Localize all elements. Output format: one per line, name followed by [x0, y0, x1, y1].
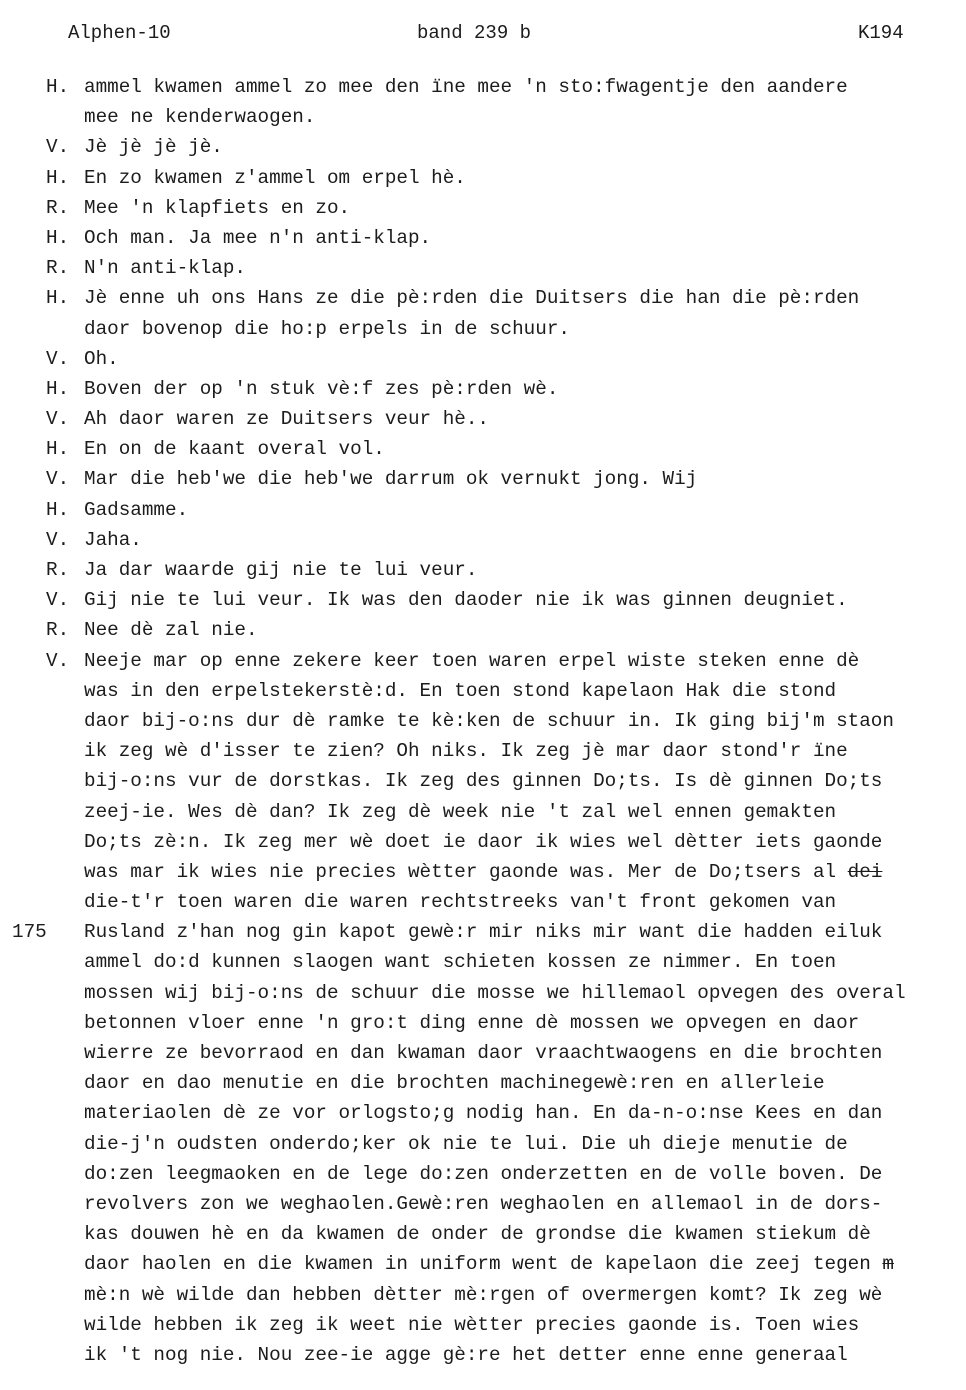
- utterance-content: betonnen vloer enne 'n gro:t ding enne dè mossen we opvegen en daor: [84, 1011, 860, 1034]
- transcript-line: [0, 827, 966, 857]
- utterance-text: [84, 676, 836, 706]
- utterance-content: Jè enne uh ons Hans ze die pè:rden die Duitsers die han die pè:rden: [84, 287, 860, 310]
- transcript-line: [0, 978, 966, 1008]
- utterance-content: Ja dar waarde gij nie te lui veur.: [84, 559, 478, 581]
- utterance-content: Boven der op 'n stuk vè:f zes pè:rden wè.: [84, 377, 559, 400]
- speaker-label: H.: [46, 76, 70, 98]
- utterance-text: [84, 1098, 882, 1128]
- transcript-line: [0, 464, 966, 494]
- utterance-text: [84, 1189, 882, 1219]
- page-header: [0, 18, 966, 48]
- transcript-line: [0, 525, 966, 555]
- utterance-text: [84, 344, 119, 374]
- margin-line-number: 175: [12, 921, 47, 944]
- transcript-line: [0, 706, 966, 736]
- utterance-content: mè:n wè wilde dan hebben dètter mè:rgen of overmergen komt? Ik zeg wè: [84, 1283, 883, 1306]
- transcript-line: [0, 1249, 966, 1279]
- utterance-text: [84, 72, 848, 102]
- utterance-text: [84, 374, 558, 404]
- transcript-line: [0, 344, 966, 374]
- utterance-text: [84, 525, 142, 555]
- utterance-text: [84, 947, 836, 977]
- utterance-content: do:zen leegmaoken en de lege do:zen onderzetten en de volle boven. De: [84, 1162, 883, 1185]
- speaker-label: H.: [46, 166, 70, 189]
- transcript-line: [0, 495, 966, 525]
- speaker-label: R.: [46, 196, 70, 219]
- utterance-content: ik 't nog nie. Nou zee-ie agge gè:re het detter enne enne generaal: [84, 1343, 848, 1366]
- utterance-text: [84, 1008, 859, 1038]
- utterance-text: [84, 978, 906, 1008]
- utterance-text: [84, 223, 431, 253]
- utterance-text: [84, 887, 836, 917]
- transcript-line: [0, 947, 966, 977]
- speaker-label: V.: [46, 589, 70, 612]
- transcript-line: [0, 1219, 966, 1249]
- utterance-text: [84, 1310, 859, 1340]
- utterance-text: [84, 193, 350, 223]
- transcript-line: [0, 1189, 966, 1219]
- transcript-line: [0, 646, 966, 676]
- speaker-label: H.: [46, 438, 70, 461]
- utterance-text: [84, 102, 315, 132]
- utterance-content: ammel do:d kunnen slaogen want schieten kossen ze nimmer. En toen: [84, 951, 837, 974]
- utterance-content: En zo kwamen z'ammel om erpel hè.: [84, 166, 466, 189]
- transcript-line: [0, 797, 966, 827]
- utterance-content: Ah daor waren ze Duitsers veur hè..: [84, 408, 489, 431]
- transcript-line: [0, 193, 966, 223]
- utterance-content: materiaolen dè ze vor orlogsto;g nodig han. En da-n-o:nse Kees en dan: [84, 1102, 883, 1125]
- transcript-line: [0, 314, 966, 344]
- utterance-text: [84, 797, 836, 827]
- utterance-content: En on de kaant overal vol.: [84, 438, 385, 461]
- utterance-text: [84, 1159, 882, 1189]
- utterance-content: wierre ze bevorraod en dan kwaman daor vraachtwaogens en die brochten: [84, 1042, 883, 1064]
- utterance-text: [84, 464, 697, 494]
- utterance-text: [84, 555, 477, 585]
- transcript-line: [0, 1068, 966, 1098]
- speaker-label: V.: [46, 136, 70, 159]
- utterance-content: N'n anti-klap.: [84, 257, 246, 280]
- utterance-content: daor bovenop die ho:p erpels in de schuur.: [84, 317, 570, 340]
- utterance-text: [84, 434, 385, 464]
- utterance-text: [84, 1249, 894, 1279]
- utterance-text: [84, 253, 246, 283]
- speaker-label: V.: [46, 408, 70, 431]
- utterance-content: Och man. Ja mee n'n anti-klap.: [84, 226, 432, 249]
- transcript-line: [0, 72, 966, 102]
- utterance-text: [84, 1068, 825, 1098]
- transcript-line: [0, 736, 966, 766]
- utterance-content: ik zeg wè d'isser te zien? Oh niks. Ik zeg jè mar daor stond'r ïne: [84, 740, 848, 763]
- utterance-text: [84, 163, 466, 193]
- tape-label: band 239 b: [417, 22, 532, 44]
- speaker-label: V.: [46, 649, 70, 672]
- document-id: Alphen-10: [68, 22, 171, 44]
- transcript-line: [0, 404, 966, 434]
- utterance-text: [84, 615, 258, 645]
- speaker-label: R.: [46, 257, 70, 280]
- utterance-text: [84, 1038, 882, 1068]
- transcript-line: [0, 917, 966, 947]
- utterance-text: [84, 1219, 871, 1249]
- transcript-line: [0, 163, 966, 193]
- transcript-line: [0, 102, 966, 132]
- speaker-label: H.: [46, 498, 70, 521]
- utterance-text: [84, 585, 848, 615]
- utterance-content: Mee 'n klapfiets en zo.: [84, 196, 351, 219]
- transcript-line: [0, 1280, 966, 1310]
- utterance-content: Jaha.: [84, 528, 142, 551]
- utterance-content: was in den erpelstekerstè:d. En toen stond kapelaon Hak die stond: [84, 679, 837, 702]
- utterance-text: [84, 706, 894, 736]
- struck-out-text: dei: [847, 860, 883, 883]
- speaker-label: V.: [46, 347, 70, 370]
- transcript-line: [0, 1098, 966, 1128]
- transcript-line: [0, 887, 966, 917]
- utterance-text: [84, 132, 223, 162]
- utterance-content: Gij nie te lui veur. Ik was den daoder nie ik was ginnen deugniet.: [84, 589, 848, 612]
- utterance-content: mossen wij bij-o:ns de schuur die mosse we hillemaol opvegen des overal: [84, 981, 906, 1004]
- transcript-line: [0, 1310, 966, 1340]
- speaker-label: V.: [46, 468, 70, 491]
- utterance-content: ammel kwamen ammel zo mee den ïne mee 'n sto:fwagentje den aandere: [84, 76, 848, 98]
- utterance-content: mee ne kenderwaogen.: [84, 106, 316, 129]
- utterance-content: Mar die heb'we die heb'we darrum ok vernukt jong. Wij: [84, 468, 698, 491]
- utterance-text: [84, 646, 859, 676]
- utterance-content: revolvers zon we weghaolen.Gewè:ren weghaolen en allemaol in de dors-: [84, 1192, 883, 1215]
- transcript-line: [0, 1340, 966, 1370]
- transcript-line: [0, 374, 966, 404]
- struck-out-text: m: [882, 1253, 894, 1276]
- utterance-text: [84, 404, 489, 434]
- utterance-content: die-j'n oudsten onderdo;ker ok nie te lui. Die uh dieje menutie de: [84, 1132, 848, 1155]
- utterance-content: bij-o:ns vur de dorstkas. Ik zeg des ginnen Do;ts. Is dè ginnen Do;ts: [84, 770, 883, 793]
- utterance-text: [84, 1129, 848, 1159]
- transcript-line: [0, 283, 966, 313]
- utterance-content: daor en dao menutie en die brochten machinegewè:ren en allerleie: [84, 1072, 825, 1095]
- utterance-text: [84, 1340, 848, 1370]
- utterance-content: Neeje mar op enne zekere keer toen waren erpel wiste steken enne dè: [84, 649, 860, 672]
- utterance-content: Jè jè jè jè.: [84, 136, 223, 159]
- utterance-content: wilde hebben ik zeg ik weet nie wètter precies gaonde is. Toen wies: [84, 1313, 860, 1336]
- speaker-label: H.: [46, 287, 70, 310]
- utterance-text: [84, 495, 188, 525]
- transcript-line: [0, 676, 966, 706]
- transcript-line: [0, 1038, 966, 1068]
- utterance-content: daor bij-o:ns dur dè ramke te kè:ken de schuur in. Ik ging bij'm staon: [84, 709, 894, 732]
- transcript-line: [0, 434, 966, 464]
- transcript-line: [0, 615, 966, 645]
- utterance-content: Do;ts zè:n. Ik zeg mer wè doet ie daor ik wies wel dètter iets gaonde: [84, 830, 883, 853]
- utterance-content: Rusland z'han nog gin kapot gewè:r mir niks mir want die hadden eiluk: [84, 921, 883, 944]
- utterance-text: [84, 917, 882, 947]
- transcript-line: [0, 1129, 966, 1159]
- transcript-line: [0, 223, 966, 253]
- utterance-content: kas douwen hè en da kwamen de onder de grondse die kwamen stiekum dè: [84, 1223, 871, 1246]
- utterance-content: was mar ik wies nie precies wètter gaonde was. Mer de Do;tsers al: [84, 860, 848, 883]
- utterance-text: [84, 736, 848, 766]
- speaker-label: R.: [46, 619, 70, 642]
- utterance-content: zeej-ie. Wes dè dan? Ik zeg dè week nie 't zal wel ennen gemakten: [84, 800, 837, 823]
- transcript-line: [0, 585, 966, 615]
- utterance-text: [84, 314, 570, 344]
- utterance-text: [84, 1280, 882, 1310]
- transcript-line: [0, 555, 966, 585]
- utterance-text: [84, 827, 882, 857]
- transcript-line: [0, 766, 966, 796]
- transcript-line: [0, 132, 966, 162]
- speaker-label: H.: [46, 226, 70, 249]
- utterance-text: [84, 857, 882, 887]
- utterance-content: die-t'r toen waren die waren rechtstreeks van't front gekomen van: [84, 891, 837, 914]
- transcript-line: [0, 857, 966, 887]
- transcript-line: [0, 1008, 966, 1038]
- utterance-content: Oh.: [84, 347, 119, 370]
- transcript-body: [0, 72, 966, 1370]
- speaker-label: H.: [46, 377, 70, 400]
- utterance-content: daor haolen en die kwamen in uniform went de kapelaon die zeej tegen: [84, 1253, 883, 1276]
- utterance-text: [84, 766, 882, 796]
- transcript-line: [0, 253, 966, 283]
- utterance-content: Nee dè zal nie.: [84, 619, 258, 642]
- speaker-label: V.: [46, 528, 70, 551]
- speaker-label: R.: [46, 559, 70, 581]
- transcript-line: [0, 1159, 966, 1189]
- utterance-content: Gadsamme.: [84, 498, 189, 521]
- utterance-text: [84, 283, 859, 313]
- page-number: K194: [858, 22, 904, 44]
